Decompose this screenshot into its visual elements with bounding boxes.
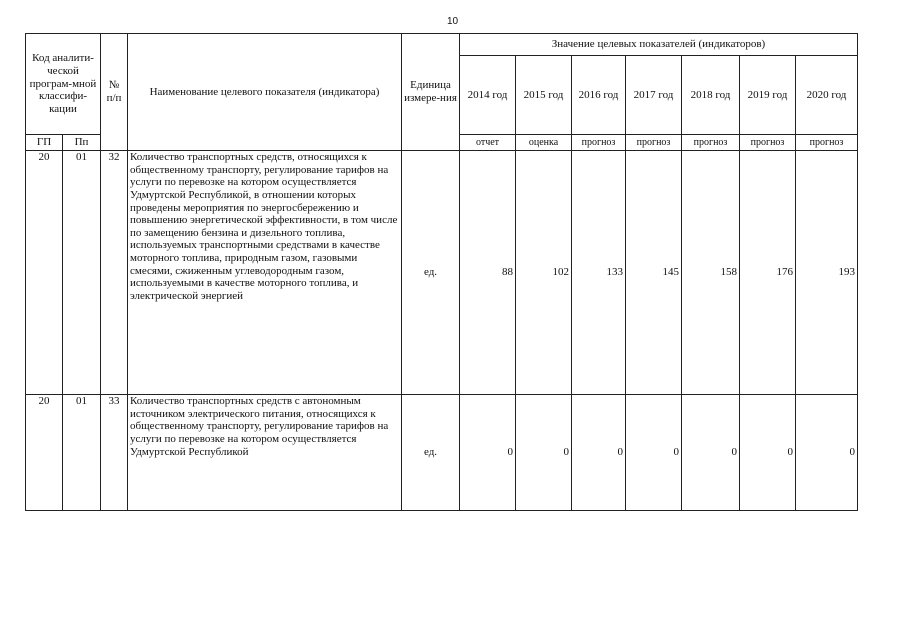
value-cell: 0 (740, 395, 796, 511)
num-cell: 33 (101, 395, 128, 511)
year-header: 2018 год (682, 56, 740, 135)
status-label: прогноз (682, 135, 740, 151)
year-header: 2019 год (740, 56, 796, 135)
page-number: 10 (446, 16, 459, 27)
status-label: прогноз (740, 135, 796, 151)
indicators-table (25, 33, 858, 511)
status-label: отчет (460, 135, 516, 151)
value-cell: 0 (572, 395, 626, 511)
pp-cell: 01 (63, 151, 101, 395)
gp-cell: 20 (26, 395, 63, 511)
num-cell: 32 (101, 151, 128, 395)
year-header: 2017 год (626, 56, 682, 135)
value-cell: 0 (516, 395, 572, 511)
value-cell: 0 (682, 395, 740, 511)
indicator-name: Количество транспортных средств, относящихся к общественному транспорту, регулирование тарифов на услуги по перевозке на котором осуществляется Удмуртской Республикой, в отношении которых проведены мероприятия по энергосбережению и повышению энергетической эффективности, в том числе по замещению бензина и дизельного топлива, используемых транспортными средствами в качестве моторного топлива, природным газом, газовыми смесями, сжиженным углеводородным газом, используемыми в качестве моторного топлива, и электрической энергией (128, 151, 402, 395)
indicator-name: Количество транспортных средств с автономным источником электрического питания, относящихся к общественному транспорту, регулирование тарифов на услуги по перевозке на котором осуществляется Удмуртской Республикой (128, 395, 402, 511)
name-header: Наименование целевого показателя (индикатора) (128, 34, 402, 151)
value-cell: 176 (740, 151, 796, 395)
value-cell: 88 (460, 151, 516, 395)
value-cell: 145 (626, 151, 682, 395)
value-cell: 158 (682, 151, 740, 395)
year-header: 2016 год (572, 56, 626, 135)
status-label: прогноз (572, 135, 626, 151)
value-cell: 102 (516, 151, 572, 395)
value-cell: 0 (796, 395, 858, 511)
table-row (26, 151, 858, 395)
num-header: № п/п (101, 34, 128, 151)
value-cell: 0 (460, 395, 516, 511)
status-label: оценка (516, 135, 572, 151)
year-header: 2015 год (516, 56, 572, 135)
year-header: 2020 год (796, 56, 858, 135)
value-cell: 193 (796, 151, 858, 395)
status-label: прогноз (626, 135, 682, 151)
code-header: Код аналити-ческой програм-мной классифи-кации (26, 34, 101, 135)
values-header: Значение целевых показателей (индикаторов) (460, 34, 858, 56)
unit-cell: ед. (402, 395, 460, 511)
unit-header: Единица измере-ния (402, 34, 460, 151)
value-cell: 0 (626, 395, 682, 511)
table-row (26, 395, 858, 511)
pp-cell: 01 (63, 395, 101, 511)
status-label: прогноз (796, 135, 858, 151)
value-cell: 133 (572, 151, 626, 395)
pp-header: Пп (63, 135, 101, 151)
gp-cell: 20 (26, 151, 63, 395)
gp-header: ГП (26, 135, 63, 151)
year-header: 2014 год (460, 56, 516, 135)
unit-cell: ед. (402, 151, 460, 395)
